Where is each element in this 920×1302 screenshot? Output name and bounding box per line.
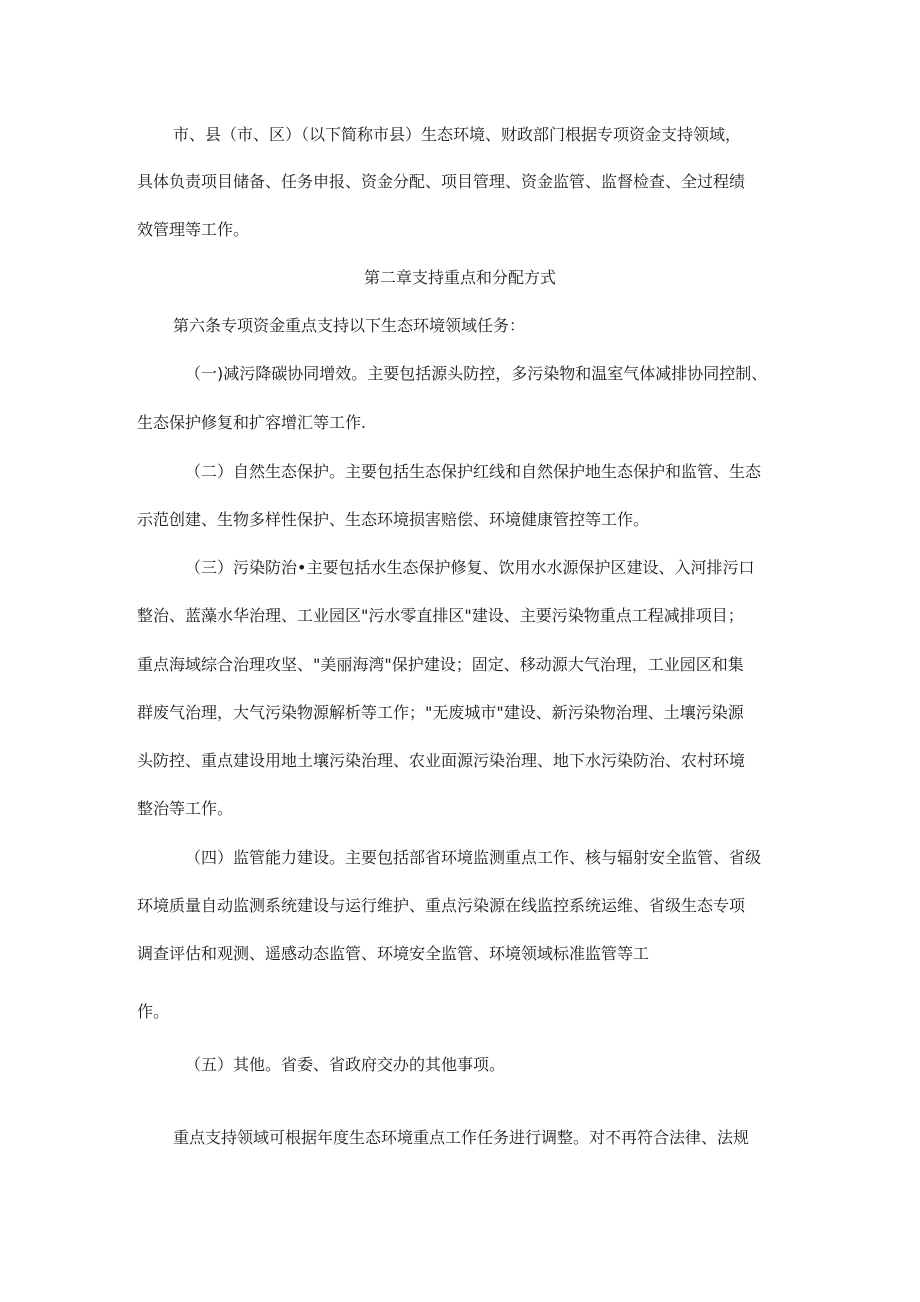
item-line: （二）自然生态保护。主要包括生态保护红线和自然保护地生态保护和监管、生态 — [185, 462, 762, 481]
paragraph-line: 重点支持领域可根据年度生态环境重点工作任务进行调整。对不再符合法律、法规 — [173, 1128, 750, 1147]
item-line: 生态保护修复和扩容增汇等工作. — [137, 413, 367, 432]
item-line: （一)减污降碳协同增效。主要包括源头防控，多污染物和温室气体减排协同控制、 — [185, 364, 768, 383]
item-line: 头防控、重点建设用地土壤污染治理、农业面源污染治理、地下水污染防治、农村环境 — [137, 751, 746, 770]
item-line: 重点海域综合治理攻坚、"美丽海湾"保护建设；固定、移动源大气治理，工业园区和集 — [137, 655, 744, 674]
article-line: 第六条专项资金重点支持以下生态环境领域任务： — [173, 316, 526, 335]
item-line: 整治、蓝藻水华治理、工业园区"污水零直排区"建设、主要污染物重点工程减排项目； — [137, 606, 744, 625]
item-line: 作。 — [137, 1002, 170, 1021]
paragraph-line: 具体负责项目储备、任务申报、资金分配、项目管理、资金监管、监督检查、全过程绩 — [137, 172, 746, 191]
paragraph-line: 效管理等工作。 — [137, 220, 250, 239]
item-line: （四）监管能力建设。主要包括部省环境监测重点工作、核与辐射安全监管、省级 — [185, 848, 762, 867]
item-line: 示范创建、生物多样性保护、生态环境损害赔偿、环境健康管控等工作。 — [137, 510, 650, 529]
item-line: 调查评估和观测、遥感动态监管、环境安全监管、环境领域标准监管等工 — [137, 944, 650, 963]
item-line: 群废气治理，大气污染物源解析等工作；"无废城市"建设、新污染物治理、土壤污染源 — [137, 703, 744, 722]
item-line: 环境质量自动监测系统建设与运行维护、重点污染源在线监控系统运维、省级生态专项 — [137, 896, 746, 915]
item-line: 整治等工作。 — [137, 799, 234, 818]
chapter-heading: 第二章支持重点和分配方式 — [363, 268, 556, 287]
paragraph-line: 市、县（市、区）（以下简称市县）生态环境、财政部门根据专项资金支持领域， — [173, 125, 742, 144]
item-line: （三）污染防治•主要包括水生态保护修复、饮用水水源保护区建设、入河排污口 — [185, 558, 755, 577]
item-line: （五）其他。省委、省政府交办的其他事项。 — [185, 1055, 506, 1074]
